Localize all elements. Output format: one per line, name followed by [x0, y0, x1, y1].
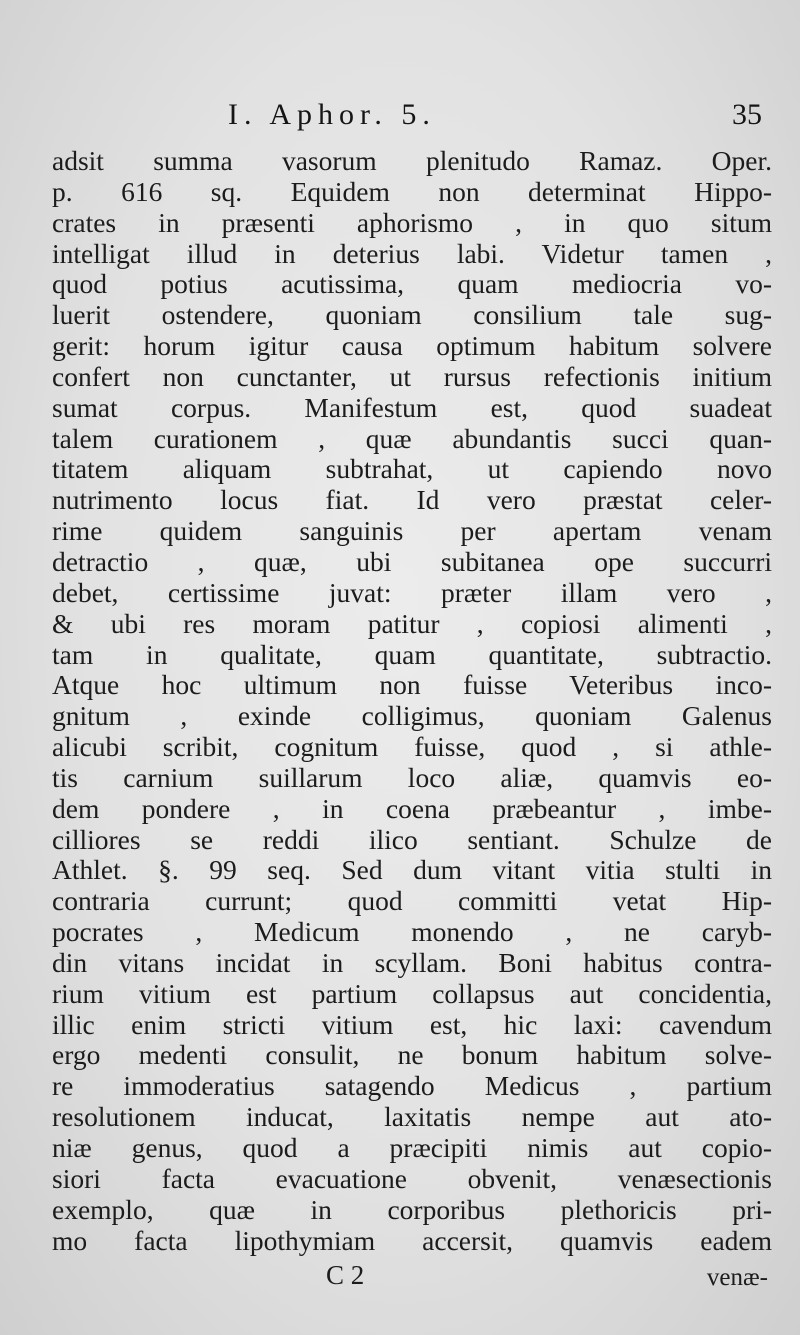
text-line: tis carnium suillarum loco aliæ, quamvis eo-	[52, 762, 772, 793]
text-line: quod potius acutissima, quam mediocria vo-	[52, 269, 772, 300]
text-line: contraria currunt; quod committi vetat Hip-	[52, 886, 772, 917]
text-line: exemplo, quæ in corporibus plethoricis pri-	[52, 1194, 772, 1225]
body-text	[52, 146, 772, 1256]
text-line: resolutionem inducat, laxitatis nempe aut ato-	[52, 1102, 772, 1133]
text-line: alicubi scribit, cognitum fuisse, quod , si athle-	[52, 732, 772, 763]
text-line: sumat corpus. Manifestum est, quod suadeat	[52, 392, 772, 423]
text-line: gerit: horum igitur causa optimum habitum solvere	[52, 331, 772, 362]
text-line: nutrimento locus fiat. Id vero præstat celer-	[52, 485, 772, 516]
text-line: siori facta evacuatione obvenit, venæsectionis	[52, 1163, 772, 1194]
text-line: confert non cunctanter, ut rursus refectionis initium	[52, 361, 772, 392]
text-line: p. 616 sq. Equidem non determinat Hippo-	[52, 176, 772, 207]
text-line: adsit summa vasorum plenitudo Ramaz. Oper.	[52, 146, 772, 176]
running-title: I. Aphor. 5.	[228, 98, 436, 131]
text-line: illic enim stricti vitium est, hic laxi: cavendum	[52, 1009, 772, 1040]
text-line: luerit ostendere, quoniam consilium tale sug-	[52, 300, 772, 331]
text-line: tam in qualitate, quam quantitate, subtractio.	[52, 639, 772, 670]
signature-mark: C 2	[326, 1260, 365, 1290]
text-line: rime quidem sanguinis per apertam venam	[52, 516, 772, 547]
text-line: detractio , quæ, ubi subitanea ope succurri	[52, 546, 772, 577]
text-line: niæ genus, quod a præcipiti nimis aut copio-	[52, 1133, 772, 1163]
text-line: talem curationem , quæ abundantis succi quan-	[52, 423, 772, 454]
text-line: pocrates , Medicum monendo , ne caryb-	[52, 917, 772, 948]
text-line: cilliores se reddi ilico sentiant. Schulze de	[52, 824, 772, 855]
page-footer	[0, 1260, 800, 1300]
text-line: & ubi res moram patitur , copiosi alimenti ,	[52, 608, 772, 639]
text-line: re immoderatius satagendo Medicus , partium	[52, 1071, 772, 1102]
text-line: titatem aliquam subtrahat, ut capiendo novo	[52, 454, 772, 485]
text-line: intelligat illud in deterius labi. Videtur tamen ,	[52, 238, 772, 269]
text-line: rium vitium est partium collapsus aut concidentia,	[52, 978, 772, 1009]
text-line: dem pondere , in coena præbeantur , imbe-	[52, 793, 772, 824]
text-line: Atque hoc ultimum non fuisse Veteribus inco-	[52, 670, 772, 701]
catchword: venæ-	[706, 1264, 768, 1291]
text-line: ergo medenti consulit, ne bonum habitum solve-	[52, 1040, 772, 1071]
text-line: Athlet. §. 99 seq. Sed dum vitant vitia stulti in	[52, 855, 772, 886]
text-line: debet, certissime juvat: præter illam vero ,	[52, 577, 772, 608]
text-line: din vitans incidat in scyllam. Boni habitus contra-	[52, 947, 772, 978]
running-header	[0, 98, 800, 138]
page-number: 35	[732, 98, 762, 131]
text-line: gnitum , exinde colligimus, quoniam Galenus	[52, 701, 772, 732]
text-line: crates in præsenti aphorismo , in quo situm	[52, 207, 772, 238]
text-line: mo facta lipothymiam accersit, quamvis eadem	[52, 1225, 772, 1256]
